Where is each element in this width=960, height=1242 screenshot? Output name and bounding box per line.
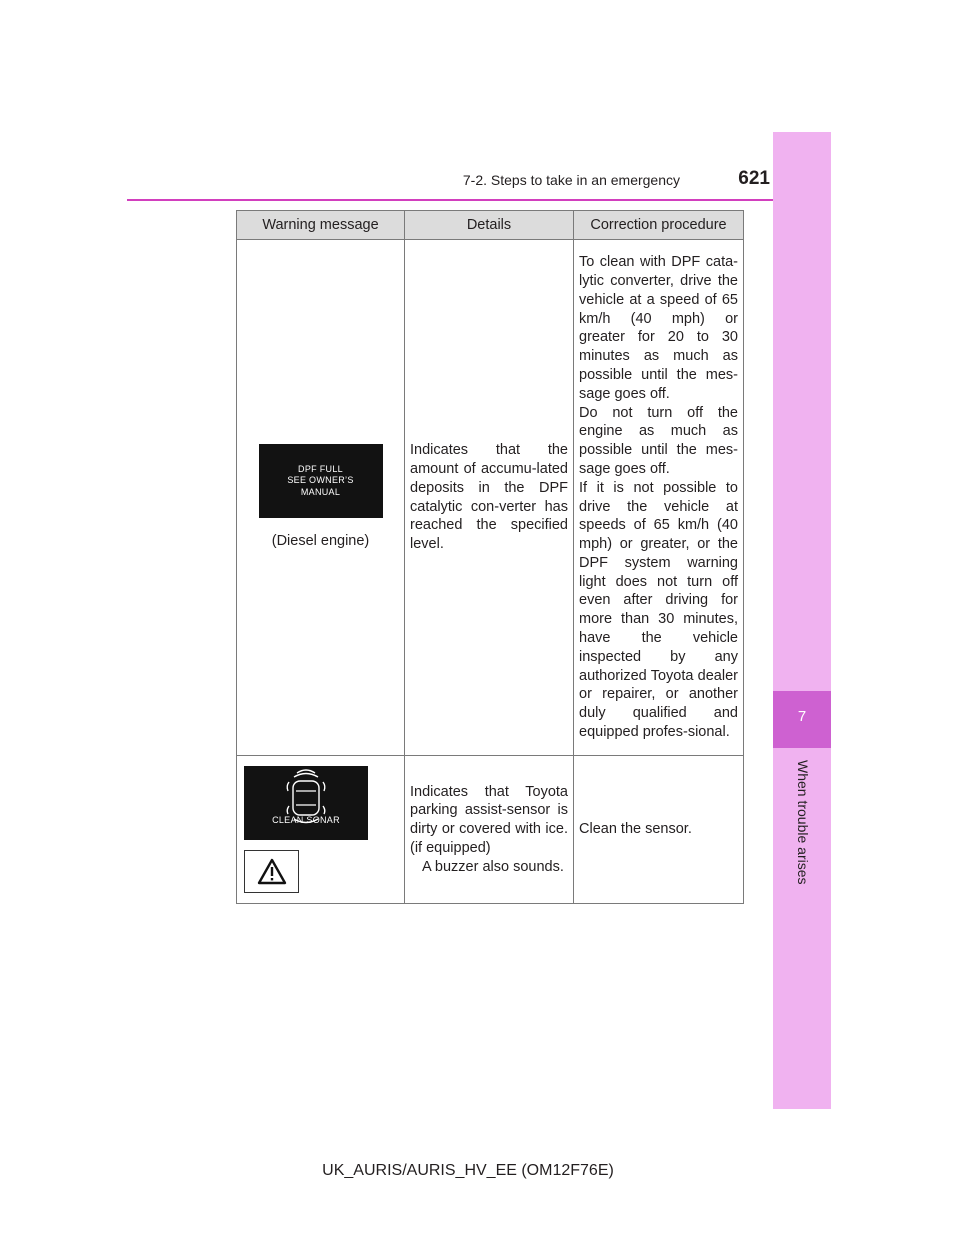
column-header-correction-procedure: Correction procedure [574,211,744,240]
correction-procedure-cell: To clean with DPF cata-lytic converter, drive the vehicle at a speed of 65 km/h (40 mph) or greater for 20 to 30 minutes as much as possible until the mes-sage goes off. Do not turn off the engine as much as possible until the mes-sage goes off. If it is not possible to drive the vehicle at speeds of 65 km/h (40 mph) or greater, or the DPF system warning light does not turn off even after driving for more than 30 minutes, have the vehicle inspected by any authorized Toyota dealer or repairer, or another duly qualified and equipped profes-sional. [574,240,744,756]
details-cell: Indicates that the amount of accumu-lated deposits in the DPF catalytic con-verter has reached the specified level. [405,240,574,756]
column-header-warning-message: Warning message [237,211,405,240]
chapter-number: 7 [797,708,807,725]
details-cell [405,756,574,904]
warning-message-cell [237,756,405,904]
chapter-side-tab [773,132,831,1109]
page-number: 621 [738,168,770,189]
dpf-full-display-image [259,444,383,518]
details-text: Indicates that Toyota parking assist-sensor is dirty or covered with ice. (if equipped) [410,783,568,856]
correction-procedure-cell: Clean the sensor. [574,756,744,904]
table-row [237,756,744,904]
chapter-title: When trouble arises [795,760,811,885]
warning-message-table [236,210,744,904]
column-header-details: Details [405,211,574,240]
table-row [237,240,744,756]
section-title: 7-2. Steps to take in an emergency [462,172,680,188]
details-note: A buzzer also sounds. [422,858,564,875]
engine-type-caption: (Diesel engine) [271,533,370,550]
caution-triangle-icon [244,850,299,893]
sonar-display-text: CLEAN SONAR [272,815,340,826]
header-divider [127,199,773,201]
manual-model-code: UK_AURIS/AURIS_HV_EE (OM12F76E) [322,1162,614,1179]
clean-sonar-display-image [244,766,368,840]
warning-message-cell [237,240,405,756]
dpf-display-text: DPF FULL SEE OWNER’S MANUAL [287,463,354,497]
table-header-row [237,211,744,240]
